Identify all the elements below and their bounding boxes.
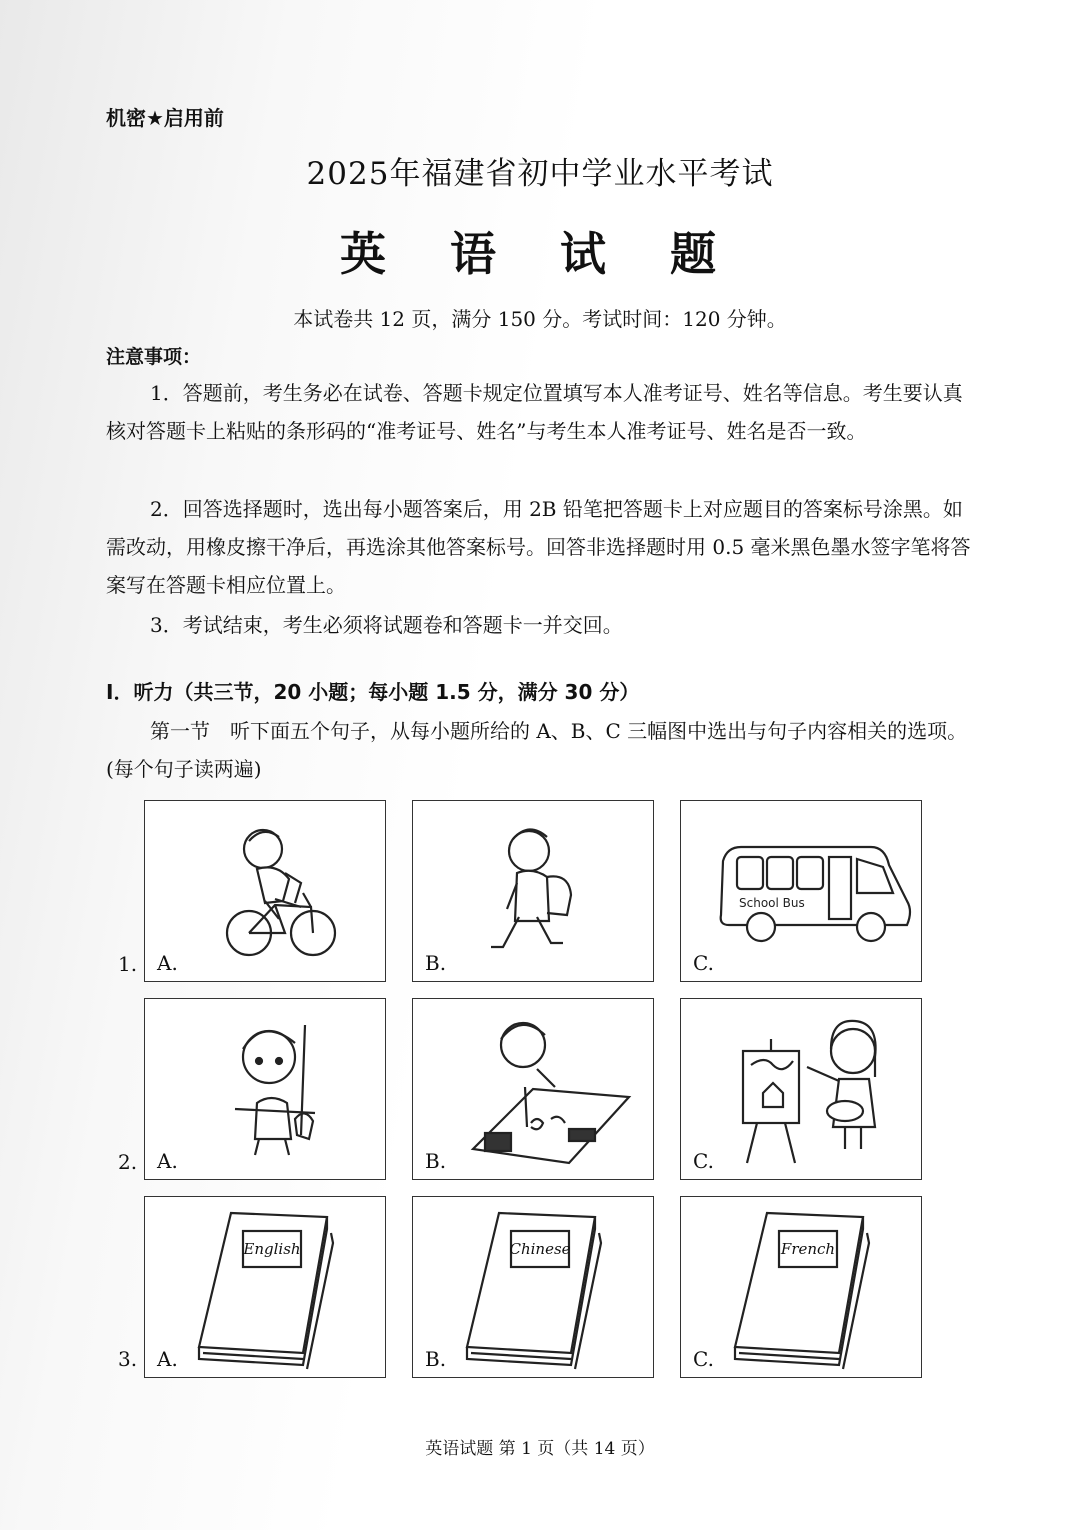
- option-box[interactable]: [144, 1196, 386, 1378]
- confidential-mark: 机密★启用前: [106, 106, 224, 130]
- page-footer: 英语试题 第 1 页（共 14 页）: [425, 1439, 655, 1459]
- exam-info: 本试卷共 12 页，满分 150 分。考试时间：120 分钟。: [293, 307, 787, 331]
- school-bus-icon: [681, 801, 923, 983]
- option-box[interactable]: [412, 1196, 654, 1378]
- note-item-3: 3．考试结束，考生必须将试题卷和答题卡一并交回。: [150, 613, 623, 637]
- boy-calligraphy-icon: [413, 999, 655, 1181]
- girl-painting-icon: [681, 999, 923, 1181]
- book-title: English: [243, 1240, 301, 1258]
- option-label: B.: [425, 951, 447, 975]
- note-item-1: 1．答题前，考生务必在试卷、答题卡规定位置填写本人准考证号、姓名等信息。考生要认真核对答题卡上粘贴的条形码的“准考证号、姓名”与考生本人准考证号、姓名是否一致。: [106, 381, 963, 443]
- boy-riding-bike-icon: [145, 801, 387, 983]
- option-label: C.: [693, 1347, 714, 1371]
- question-number: 2.: [118, 1150, 138, 1174]
- boy-walking-icon: [413, 801, 655, 983]
- option-box[interactable]: [412, 998, 654, 1180]
- section-heading: Ⅰ．听力（共三节，20 小题；每小题 1.5 分，满分 30 分）: [106, 680, 640, 704]
- option-label: A.: [157, 1149, 178, 1173]
- notes-heading: 注意事项：: [106, 346, 202, 368]
- option-label: B.: [425, 1347, 447, 1371]
- option-label: A.: [157, 1347, 178, 1371]
- book-title: French: [780, 1240, 836, 1258]
- question-number: 3.: [118, 1347, 138, 1371]
- option-label: C.: [693, 1149, 714, 1173]
- bus-label: School Bus: [739, 896, 805, 910]
- exam-name: 2025年福建省初中学业水平考试: [306, 156, 774, 192]
- option-box[interactable]: [144, 998, 386, 1180]
- option-box[interactable]: [680, 800, 922, 982]
- option-label: A.: [157, 951, 178, 975]
- book-icon: [413, 1197, 655, 1379]
- option-box[interactable]: [412, 800, 654, 982]
- book-icon: [681, 1197, 923, 1379]
- book-icon: [145, 1197, 387, 1379]
- note-item-2: 2．回答选择题时，选出每小题答案后，用 2B 铅笔把答题卡上对应题目的答案标号涂黑。如需改动，用橡皮擦干净后，再选涂其他答案标号。回答非选择题时用 0.5 毫米黑色墨水签字笔将答案写在答题卡相应位置上。: [106, 497, 971, 597]
- option-box[interactable]: [680, 998, 922, 1180]
- option-label: C.: [693, 951, 714, 975]
- section-instruction: 第一节 听下面五个句子，从每小题所给的 A、B、C 三幅图中选出与句子内容相关的选项。(每个句子读两遍): [106, 719, 968, 781]
- book-title: Chinese: [509, 1240, 571, 1258]
- question-number: 1.: [118, 952, 138, 976]
- boy-playing-erhu-icon: [145, 999, 387, 1181]
- option-box[interactable]: [144, 800, 386, 982]
- page-title: 英 语 试 题: [339, 227, 741, 281]
- option-box[interactable]: [680, 1196, 922, 1378]
- option-label: B.: [425, 1149, 447, 1173]
